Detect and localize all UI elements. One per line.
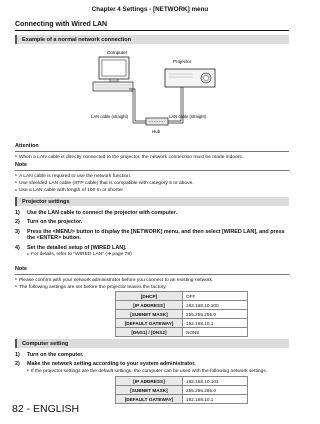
projector-settings-bar <box>15 197 289 206</box>
note-heading: Note <box>15 162 289 171</box>
step-number: 4) <box>15 244 20 251</box>
table-row <box>116 310 248 319</box>
note-heading: Note <box>15 266 289 275</box>
note-item: ● Use a LAN cable with length of 100 m or shorter. <box>15 187 289 194</box>
step-text: Turn on the projector. <box>27 219 83 226</box>
table-row <box>116 319 248 328</box>
table-key: [SUBNET MASK] <box>116 386 183 395</box>
step-item <box>15 210 289 217</box>
table-key: [SUBNET MASK] <box>116 310 183 319</box>
step-number: 1) <box>15 210 20 216</box>
computer-label: Computer <box>107 50 128 55</box>
step-number: 3) <box>15 228 20 235</box>
attention-heading: Attention <box>15 143 289 152</box>
step-text: Use the LAN cable to connect the projector with computer. <box>27 210 178 216</box>
projector-steps <box>15 210 289 259</box>
table-value: OFF <box>183 292 248 301</box>
note-item: ● The following settings are set before the projector leaves the factory. <box>15 284 289 291</box>
table-row <box>116 395 248 404</box>
note-item: ● Please confirm with your network administrator before you connect to an existing network. <box>15 277 289 284</box>
hub-label: Hub <box>152 129 161 134</box>
step-number: 2) <box>15 219 20 226</box>
page-number: 82 - ENGLISH <box>12 403 80 415</box>
step-item <box>15 245 289 252</box>
step-item <box>15 219 289 226</box>
step-text: Turn on the computer. <box>27 352 84 358</box>
table-value: 192.168.10.1 <box>183 395 248 404</box>
table-value: 192.168.10.100 <box>183 301 248 310</box>
step-subnote: ● For details, refer to "WIRED LAN" (➜ page 79) <box>15 251 289 258</box>
hub-illustration <box>146 118 168 125</box>
table-row <box>116 301 248 310</box>
step-text-continued: the <ENTER> button. <box>27 235 81 242</box>
note-item: ● A LAN cable is required to use the network function. <box>15 173 289 180</box>
table-key: [IP ADDRESS] <box>116 377 183 386</box>
step-item <box>15 229 289 236</box>
computer-setting-heading: Computer setting <box>22 340 69 347</box>
computer-illustration <box>93 57 133 91</box>
step-item <box>15 361 289 368</box>
step-text: Press the <MENU> button to display the [NETWORK] menu, and then select [WIRED LAN], and press <box>27 228 285 235</box>
step-number: 2) <box>15 361 20 368</box>
step-number: 1) <box>15 352 20 358</box>
network-connection-diagram <box>85 49 225 141</box>
table-value: 255.255.255.0 <box>183 386 248 395</box>
note-list <box>15 173 289 195</box>
table-value: 192.168.10.1 <box>183 319 248 328</box>
projector-illustration <box>165 69 215 87</box>
table-row <box>116 328 248 337</box>
projector-settings-heading: Projector settings <box>22 198 70 205</box>
note-item: ● Use shielded LAN cable (STP cable) that is compatible with category 5 or above. <box>15 180 289 187</box>
projector-label: Projector <box>173 59 192 64</box>
note-list <box>15 277 289 291</box>
computer-settings-table <box>115 376 248 404</box>
table-key: [DEFAULT GATEWAY] <box>116 395 183 404</box>
table-row <box>116 377 248 386</box>
table-key: [IP ADDRESS] <box>116 301 183 310</box>
table-value: NONE <box>183 328 248 337</box>
example-heading-bar <box>15 35 289 44</box>
chapter-header: Chapter 4 Settings - [NETWORK] menu <box>91 6 209 13</box>
table-value: 192.168.10.101 <box>183 377 248 386</box>
table-key: [DHCP] <box>116 292 183 301</box>
example-heading: Example of a normal network connection <box>22 36 132 43</box>
table-row <box>116 386 248 395</box>
table-key: [DNS1] / [DNS2] <box>116 328 183 337</box>
factory-settings-table <box>115 291 248 337</box>
computer-setting-bar <box>15 339 289 348</box>
table-row <box>116 292 248 301</box>
section-divider <box>15 30 289 31</box>
table-key: [DEFAULT GATEWAY] <box>116 319 183 328</box>
table-value: 255.255.255.0 <box>183 310 248 319</box>
step-subnote: ● If the projector settings are the default settings, the computer can be used with the following network settings. <box>15 368 289 375</box>
attention-item: ● When a LAN cable is directly connected to the projector, the network connection must be made indoors. <box>15 154 289 161</box>
cable-right-label: LAN cable (straight) <box>169 114 207 119</box>
computer-steps <box>15 352 289 375</box>
step-text: Set the detailed setup of [WIRED LAN]. <box>27 244 127 251</box>
section-title: Connecting with Wired LAN <box>15 21 108 28</box>
step-text: Make the network setting according to your system administrator. <box>27 361 196 368</box>
cable-left-label: LAN cable (straight) <box>91 114 129 119</box>
step-item <box>15 352 289 359</box>
